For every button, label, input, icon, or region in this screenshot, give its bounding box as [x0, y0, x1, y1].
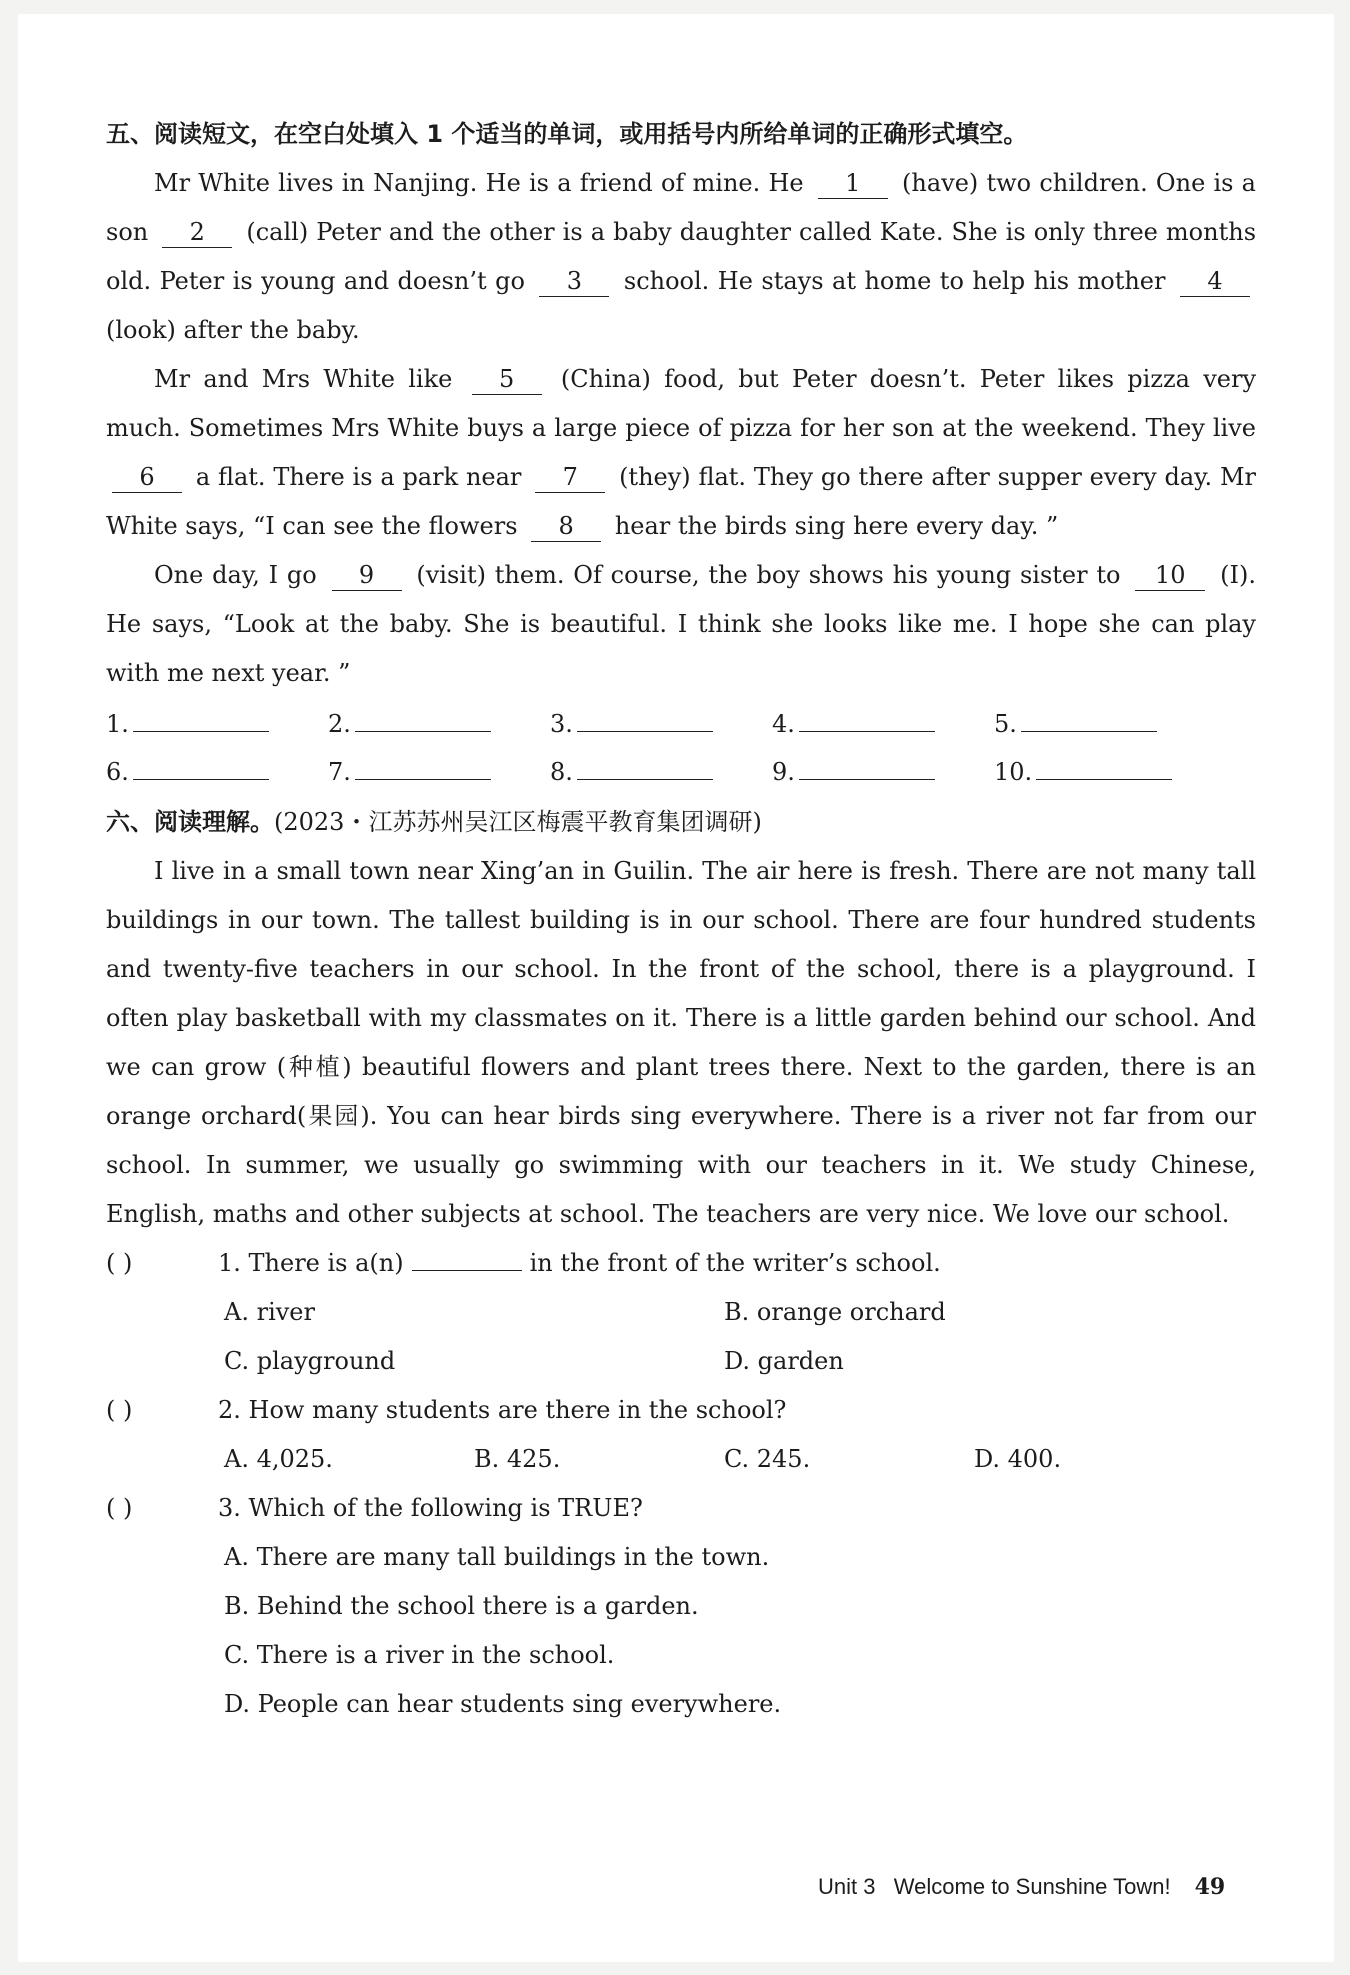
question-stem: in the front of the writer’s school. — [529, 1249, 941, 1277]
section6-passage: I live in a small town near Xing’an in Guilin. The air here is fresh. There are not many tall buildings in our town. The tallest building is in our school. There are four hundred students and twenty-five teachers in our school. In the front of the school, there is a playground. I often play basketball with my classmates on it. There is a little garden behind our school. And we can grow (种植) beautiful flowers and plant trees there. Next to the garden, there is an orange orchard(果园). You can hear birds sing everywhere. There is a river not far from our school. In summer, we usually go swimming with our teachers in it. We study Chinese, English, maths and other subjects at school. The teachers are very nice. We love our school. — [106, 857, 1256, 1228]
answer-slot[interactable]: 10. — [994, 748, 1216, 796]
text: (call) Peter and the other is a baby daughter called Kate. She is only three months old. Peter is young and doesn’t go — [106, 218, 1257, 295]
question-stem: 3. Which of the following is TRUE? — [218, 1494, 643, 1522]
option-d[interactable]: D. 400. — [974, 1445, 1062, 1473]
page-footer — [818, 1874, 1258, 1900]
answer-slot[interactable]: 9. — [772, 748, 994, 796]
option-b[interactable]: B. 425. — [474, 1445, 561, 1473]
blank-3[interactable]: 3 — [539, 266, 609, 297]
text: (have) two children. One is a son — [106, 169, 1256, 246]
option-d[interactable]: D. garden — [724, 1347, 844, 1375]
answer-slot[interactable]: 2. — [328, 700, 550, 748]
option-c[interactable]: C. There is a river in the school. — [224, 1641, 615, 1669]
worksheet-content — [106, 110, 1256, 1729]
blank-2[interactable]: 2 — [162, 217, 232, 248]
answer-slot[interactable]: 7. — [328, 748, 550, 796]
answer-paren[interactable]: ( ) — [106, 1494, 133, 1522]
question-stem: 2. How many students are there in the school? — [218, 1396, 787, 1424]
option-a[interactable]: A. 4,025. — [224, 1445, 333, 1473]
section6-heading — [106, 798, 1256, 847]
text: Mr and Mrs White like — [154, 365, 453, 393]
text: a flat. There is a park near — [195, 463, 522, 491]
section5-paragraph-2 — [106, 355, 1256, 551]
blank-6[interactable]: 6 — [112, 462, 182, 493]
page — [18, 14, 1334, 1962]
blank-10[interactable]: 10 — [1135, 560, 1205, 591]
option-b[interactable]: B. orange orchard — [724, 1298, 946, 1326]
blank-5[interactable]: 5 — [472, 364, 542, 395]
page-number: 49 — [1194, 1874, 1226, 1900]
blank-9[interactable]: 9 — [332, 560, 402, 591]
answer-slot[interactable]: 6. — [106, 748, 328, 796]
question-3 — [106, 1484, 1256, 1533]
answer-paren[interactable]: ( ) — [106, 1396, 133, 1424]
text: (I). He says, “Look at the baby. She is beautiful. I think she looks like me. I hope she can play with me next year. ” — [106, 561, 1256, 687]
text: school. He stays at home to help his mother — [623, 267, 1166, 295]
blank-4[interactable]: 4 — [1180, 266, 1250, 297]
option-c[interactable]: C. playground — [224, 1347, 396, 1375]
section6-source: (2023・江苏苏州吴江区梅震平教育集团调研) — [274, 808, 762, 836]
option-d[interactable]: D. People can hear students sing everywhere. — [224, 1690, 782, 1718]
blank-1[interactable]: 1 — [818, 168, 888, 199]
options-row — [106, 1288, 1256, 1337]
section5-heading: 五、阅读短文，在空白处填入 1 个适当的单词，或用括号内所给单词的正确形式填空。 — [106, 120, 1028, 148]
section5-paragraph-3 — [106, 551, 1256, 698]
blank-8[interactable]: 8 — [531, 511, 601, 542]
text: (they) flat. They go there after supper every day. Mr White says, “I can see the flowers — [106, 463, 1257, 540]
text: (look) after the baby. — [106, 316, 360, 344]
text: hear the birds sing here every day. ” — [614, 512, 1059, 540]
option-c[interactable]: C. 245. — [724, 1445, 811, 1473]
option-b[interactable]: B. Behind the school there is a garden. — [224, 1592, 699, 1620]
answer-slot[interactable]: 1. — [106, 700, 328, 748]
question-1 — [106, 1239, 1256, 1288]
answer-slot[interactable]: 8. — [550, 748, 772, 796]
answer-slot[interactable]: 5. — [994, 700, 1216, 748]
option-a[interactable]: A. There are many tall buildings in the town. — [224, 1543, 770, 1571]
question-2 — [106, 1386, 1256, 1435]
text: (China) food, but Peter doesn’t. Peter likes pizza very much. Sometimes Mrs White buys a large piece of pizza for her son at the weekend. They live — [106, 365, 1257, 442]
options-row — [106, 1337, 1256, 1386]
section6-title: 六、阅读理解。 — [106, 808, 274, 836]
blank-7[interactable]: 7 — [535, 462, 605, 493]
text: Mr White lives in Nanjing. He is a friend of mine. He — [154, 169, 804, 197]
section5-paragraph-1 — [106, 159, 1256, 355]
options-row — [106, 1435, 1256, 1484]
question-blank — [412, 1244, 522, 1271]
option-a[interactable]: A. river — [224, 1298, 315, 1326]
answer-grid — [106, 700, 1256, 796]
answer-slot[interactable]: 3. — [550, 700, 772, 748]
text: One day, I go — [154, 561, 317, 589]
text: (visit) them. Of course, the boy shows his young sister to — [416, 561, 1121, 589]
question-stem: 1. There is a(n) — [218, 1249, 404, 1277]
answer-slot[interactable]: 4. — [772, 700, 994, 748]
answer-paren[interactable]: ( ) — [106, 1249, 133, 1277]
unit-title: Unit 3 Welcome to Sunshine Town! — [818, 1874, 1171, 1899]
